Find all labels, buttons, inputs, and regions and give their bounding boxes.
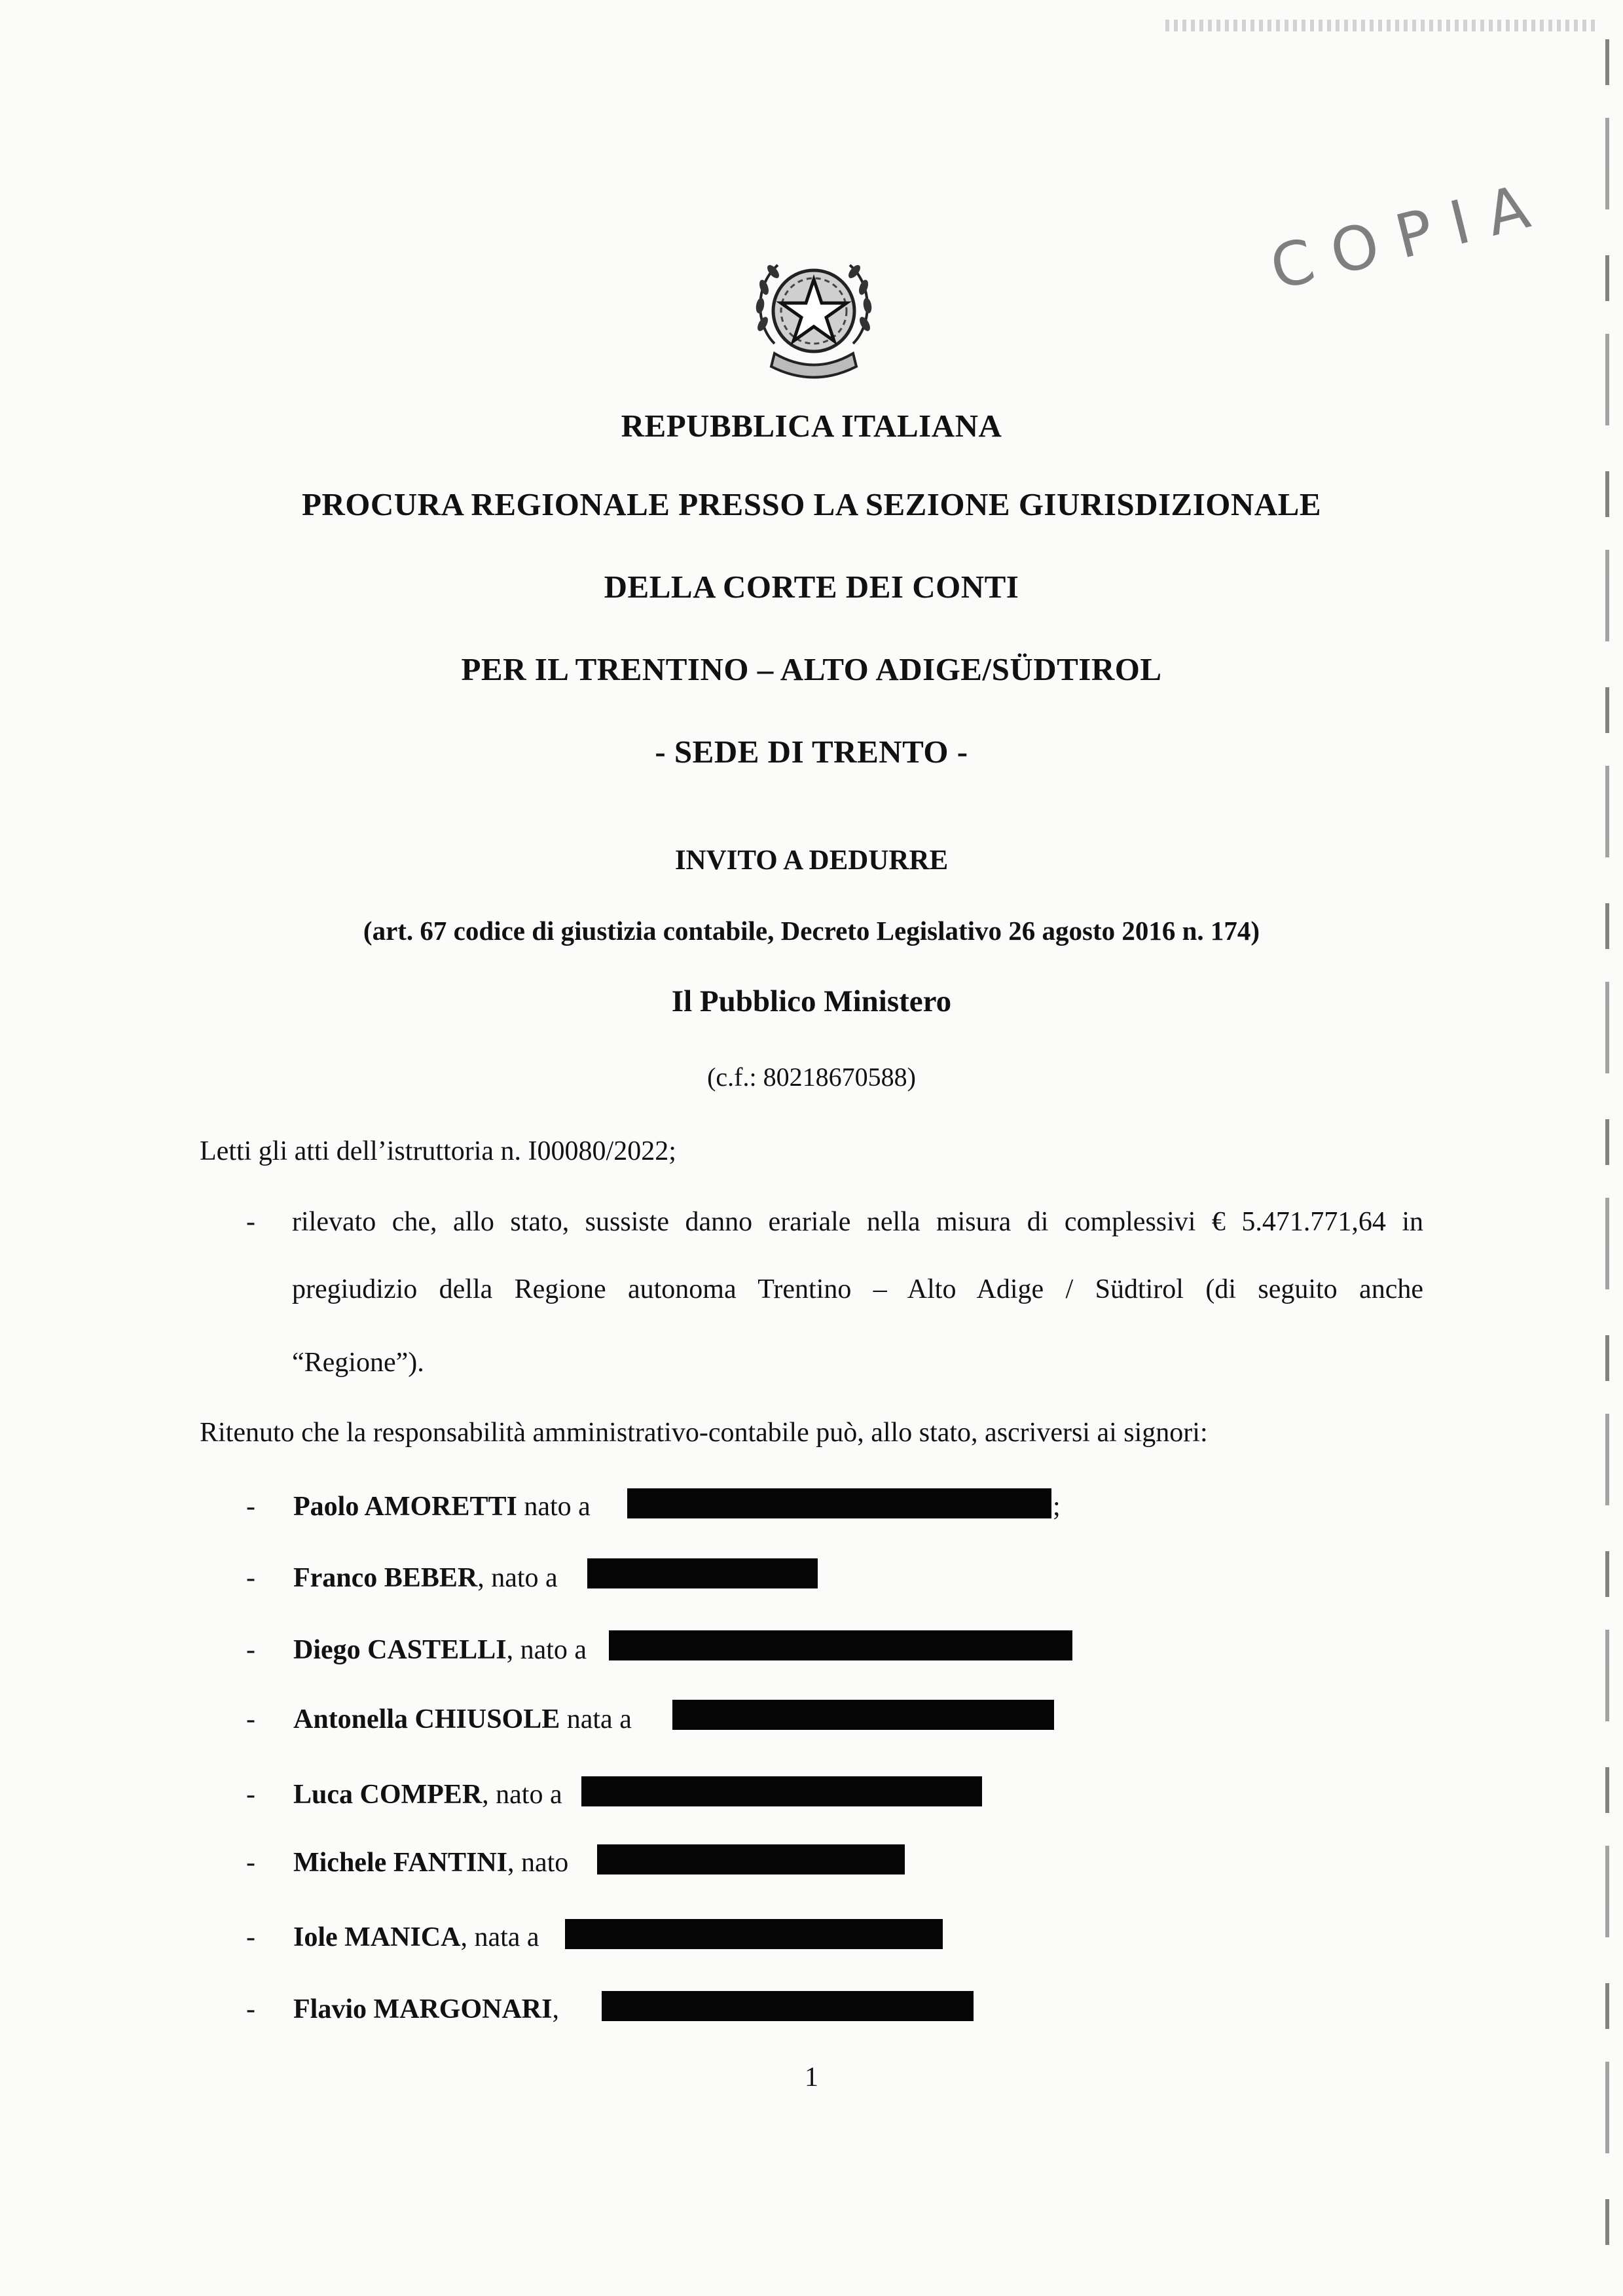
person-entry: Michele FANTINI, nato [293,1848,569,1878]
list-bullet: - [246,1207,255,1237]
list-bullet: - [246,1780,255,1810]
header-seat: - SEDE DI TRENTO - [655,734,968,770]
fiscal-code: (c.f.: 80218670588) [707,1062,916,1092]
intro-line: Letti gli atti dell’istruttoria n. I00080/2022; [200,1136,676,1166]
document-title: INVITO A DEDURRE [674,845,949,876]
person-entry: Diego CASTELLI, nato a [293,1635,587,1665]
redaction-bar [672,1700,1054,1730]
header-region: PER IL TRENTINO – ALTO ADIGE/SÜDTIROL [461,651,1162,687]
person-entry: Paolo AMORETTI nato a [293,1492,591,1522]
person-entry: Antonella CHIUSOLE nata a [293,1704,632,1734]
list-bullet: - [246,1704,255,1734]
responsibility-line: Ritenuto che la responsabilità amministrativo-contabile può, allo stato, ascriversi ai signori: [200,1418,1208,1448]
person-entry: Franco BEBER, nato a [293,1563,558,1593]
redaction-bar [565,1919,943,1949]
list-bullet: - [246,1492,255,1522]
list-bullet: - [246,1635,255,1665]
legal-reference: (art. 67 codice di giustizia contabile, Decreto Legislativo 26 agosto 2016 n. 174) [363,916,1260,946]
redaction-bar [602,1991,974,2021]
public-prosecutor-title: Il Pubblico Ministero [671,984,952,1018]
person-entry-tail: ; [1053,1492,1061,1522]
list-bullet: - [246,1922,255,1952]
person-entry: Iole MANICA, nata a [293,1922,539,1952]
copy-stamp: COPIA [1264,167,1556,304]
person-entry: Luca COMPER, nato a [293,1780,562,1810]
redaction-bar [627,1488,1051,1518]
redaction-bar [597,1844,905,1874]
scan-artifact-top [1165,20,1597,31]
header-procura: PROCURA REGIONALE PRESSO LA SEZIONE GIURISDIZIONALE [301,486,1322,522]
finding-line-2: pregiudizio della Regione autonoma Trentino – Alto Adige / Südtirol (di seguito anche [292,1274,1423,1304]
redaction-bar [581,1776,982,1806]
list-bullet: - [246,1994,255,2024]
emblem-of-italy-icon [748,245,879,389]
person-entry: Flavio MARGONARI, [293,1994,559,2024]
finding-line-1: rilevato che, allo stato, sussiste danno erariale nella misura di complessivi € 5.471.771,64 in [292,1207,1423,1237]
redaction-bar [609,1630,1072,1660]
redaction-bar [587,1558,818,1588]
finding-line-3: “Regione”). [292,1348,424,1378]
list-bullet: - [246,1848,255,1878]
list-bullet: - [246,1563,255,1593]
scan-artifact-right [1605,39,1609,2278]
header-corte-dei-conti: DELLA CORTE DEI CONTI [604,569,1019,605]
page-number: 1 [805,2062,818,2092]
header-republic: REPUBBLICA ITALIANA [621,408,1002,444]
